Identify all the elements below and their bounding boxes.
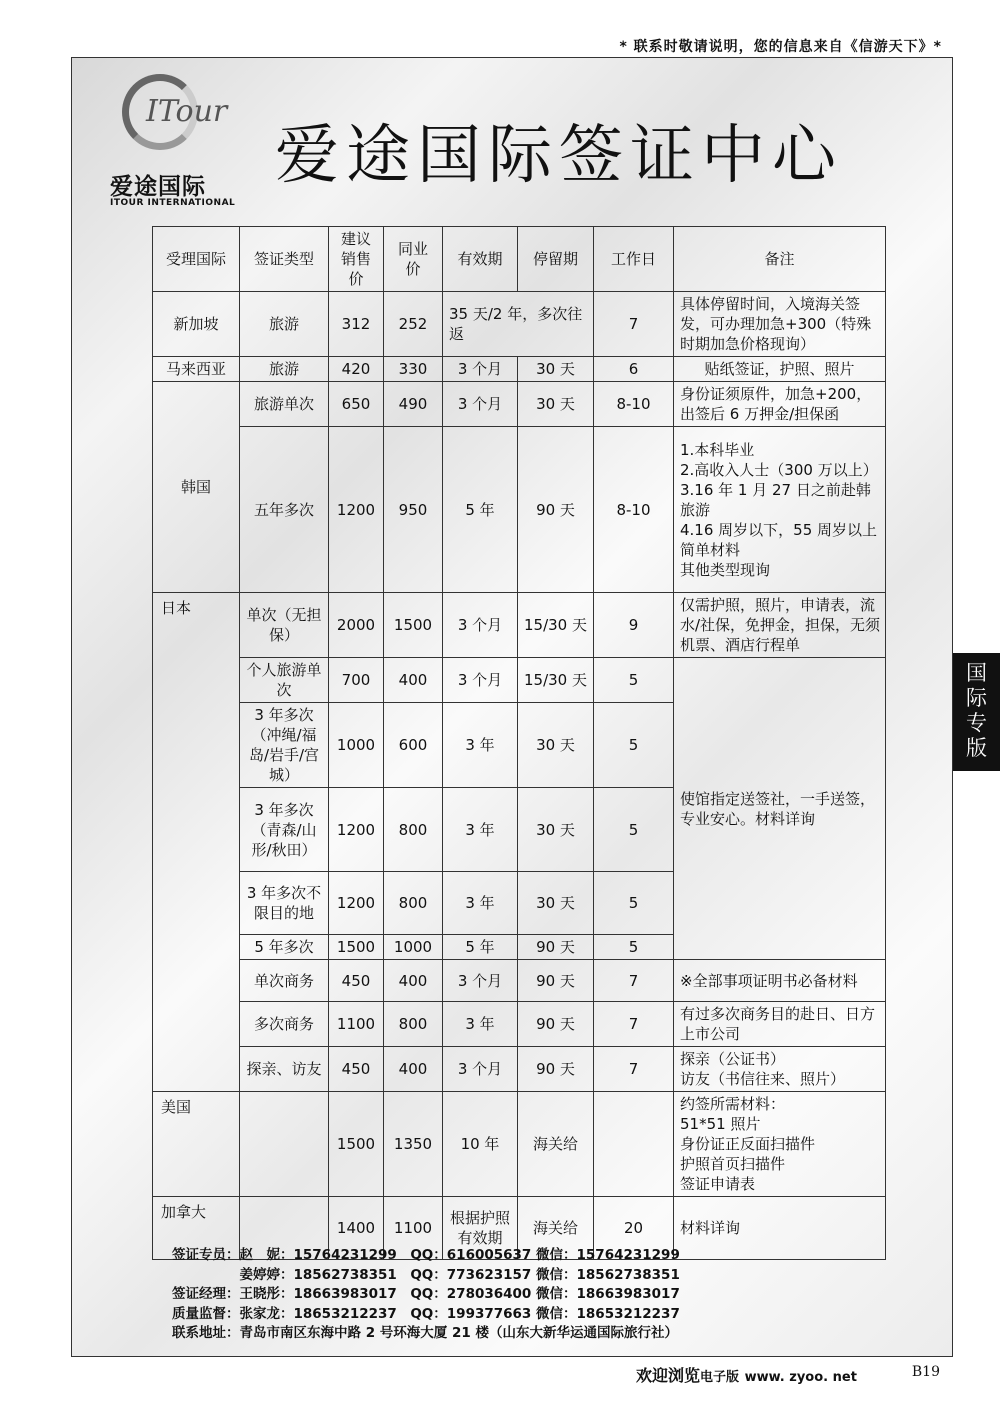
workdays-cell: 7: [594, 960, 674, 1002]
peer-price-cell: 400: [384, 658, 443, 703]
validity-cell: 3 个月: [443, 960, 518, 1002]
validity-cell: 3 年: [443, 872, 518, 935]
type-cell: 3 年多次不限目的地: [240, 872, 329, 935]
header-peer-price: 同业 价: [384, 227, 443, 292]
side-tab-label: 国 际 专 版: [966, 661, 987, 760]
note-cell: ※全部事项证明书必备材料: [674, 960, 886, 1002]
stay-cell: 海关给: [518, 1092, 594, 1197]
price-cell: 1500: [329, 1092, 384, 1197]
table-row: [153, 960, 886, 1002]
company-logo: [110, 74, 236, 214]
table-header-row: [153, 227, 886, 292]
note-cell: 贴纸签证，护照、照片: [674, 357, 886, 382]
visa-price-table: [152, 226, 886, 1260]
stay-cell: 30 天: [518, 357, 594, 382]
footer-site-link[interactable]: www. zyoo. net: [744, 1370, 857, 1385]
workdays-cell: 5: [594, 703, 674, 788]
validity-cell: 3 个月: [443, 382, 518, 427]
stay-cell: 海关给: [518, 1197, 594, 1260]
note-cell: 有过多次商务目的赴日、日方上市公司: [674, 1002, 886, 1047]
validity-cell: 35 天/2 年，多次往返: [443, 292, 594, 357]
logo-en: ITOUR INTERNATIONAL: [110, 198, 236, 208]
peer-price-cell: 1000: [384, 935, 443, 960]
note-cell: 具体停留时间，入境海关签发，可办理加急+300（特殊时期加急价格现询）: [674, 292, 886, 357]
workdays-cell: 8-10: [594, 427, 674, 593]
footer-suffix: 电子版: [700, 1370, 740, 1385]
table-row: [153, 1002, 886, 1047]
country-cell-korea: 韩国: [153, 382, 240, 593]
country-cell: 马来西亚: [153, 357, 240, 382]
price-cell: 1200: [329, 872, 384, 935]
type-cell: 旅游单次: [240, 382, 329, 427]
logo-mark: ITour: [146, 94, 228, 129]
table-row: [153, 1047, 886, 1092]
table-row: [153, 292, 886, 357]
contact-line: 签证经理：王晓彤：18663983017 QQ：278036400 微信：18663983017: [172, 1286, 680, 1302]
stay-cell: 90 天: [518, 427, 594, 593]
workdays-cell: 5: [594, 788, 674, 872]
type-cell: 旅游: [240, 292, 329, 357]
contact-address: 联系地址：青岛市南区东海中路 2 号环海大厦 21 楼（山东大新华运通国际旅行社）: [172, 1325, 678, 1341]
table-row: [153, 357, 886, 382]
peer-price-cell: 400: [384, 1047, 443, 1092]
footer-welcome-text: 欢迎浏览: [636, 1366, 701, 1385]
note-cell-embassy: 使馆指定送签社，一手送签，专业安心。材料详询: [674, 658, 886, 960]
price-cell: 450: [329, 960, 384, 1002]
peer-price-cell: 800: [384, 788, 443, 872]
stay-cell: 30 天: [518, 382, 594, 427]
validity-cell: 10 年: [443, 1092, 518, 1197]
validity-cell: 3 年: [443, 1002, 518, 1047]
price-cell: 1100: [329, 1002, 384, 1047]
price-cell: 1200: [329, 788, 384, 872]
stay-cell: 15/30 天: [518, 593, 594, 658]
stay-cell: 30 天: [518, 703, 594, 788]
price-cell: 1000: [329, 703, 384, 788]
country-cell-japan: 日本: [153, 593, 240, 1092]
contact-line: 签证专员：赵 妮：15764231299 QQ：616005637 微信：15764231299: [172, 1247, 680, 1263]
validity-cell: 5 年: [443, 427, 518, 593]
type-cell: 探亲、访友: [240, 1047, 329, 1092]
validity-cell: 3 年: [443, 703, 518, 788]
type-cell: 多次商务: [240, 1002, 329, 1047]
stay-cell: 90 天: [518, 1047, 594, 1092]
price-cell: 312: [329, 292, 384, 357]
table-row: [153, 1092, 886, 1197]
header-note: * 联系时敬请说明，您的信息来自《信游天下》*: [619, 39, 942, 55]
page-title: 爱途国际签证中心: [275, 119, 843, 193]
note-cell: 约签所需材料： 51*51 照片 身份证正反面扫描件 护照首页扫描件 签证申请表: [674, 1092, 886, 1197]
price-cell: 1400: [329, 1197, 384, 1260]
type-cell: 3 年多次（冲绳/福岛/岩手/宫城）: [240, 703, 329, 788]
workdays-cell: 9: [594, 593, 674, 658]
peer-price-cell: 400: [384, 960, 443, 1002]
stay-cell: 90 天: [518, 960, 594, 1002]
country-cell-usa: 美国: [153, 1092, 240, 1197]
stay-cell: 30 天: [518, 872, 594, 935]
workdays-cell: 5: [594, 658, 674, 703]
stay-cell: 30 天: [518, 788, 594, 872]
header-notes: 备注: [674, 227, 886, 292]
country-cell: 新加坡: [153, 292, 240, 357]
peer-price-cell: 252: [384, 292, 443, 357]
type-cell: 单次（无担保）: [240, 593, 329, 658]
note-cell: 探亲（公证书） 访友（书信往来、照片）: [674, 1047, 886, 1092]
workdays-cell: 20: [594, 1197, 674, 1260]
validity-cell: 根据护照有效期: [443, 1197, 518, 1260]
workdays-cell: 8-10: [594, 382, 674, 427]
type-cell: 旅游: [240, 357, 329, 382]
peer-price-cell: 330: [384, 357, 443, 382]
price-cell: 650: [329, 382, 384, 427]
note-cell: 身份证须原件，加急+200，出签后 6 万押金/担保函: [674, 382, 886, 427]
workdays-cell: 5: [594, 935, 674, 960]
validity-cell: 3 个月: [443, 1047, 518, 1092]
workdays-cell: 6: [594, 357, 674, 382]
workdays-cell: [594, 1092, 674, 1197]
table-row: [153, 658, 886, 703]
workdays-cell: 7: [594, 1002, 674, 1047]
workdays-cell: 7: [594, 292, 674, 357]
workdays-cell: 7: [594, 1047, 674, 1092]
contact-line: 姜婷婷：18562738351 QQ：773623157 微信：18562738351: [172, 1266, 680, 1283]
type-cell: [240, 1092, 329, 1197]
peer-price-cell: 950: [384, 427, 443, 593]
page-number: B19: [911, 1364, 940, 1380]
validity-cell: 3 个月: [443, 593, 518, 658]
price-cell: 420: [329, 357, 384, 382]
peer-price-cell: 490: [384, 382, 443, 427]
peer-price-cell: 1100: [384, 1197, 443, 1260]
peer-price-cell: 800: [384, 1002, 443, 1047]
workdays-cell: 5: [594, 872, 674, 935]
type-cell: 单次商务: [240, 960, 329, 1002]
type-cell: 5 年多次: [240, 935, 329, 960]
header-validity: 有效期: [443, 227, 518, 292]
price-cell: 1500: [329, 935, 384, 960]
contact-line: 质量监督：张家龙：18653212237 QQ：199377663 微信：18653212237: [172, 1305, 680, 1322]
stay-cell: 15/30 天: [518, 658, 594, 703]
peer-price-cell: 600: [384, 703, 443, 788]
price-cell: 700: [329, 658, 384, 703]
peer-price-cell: 800: [384, 872, 443, 935]
stay-cell: 90 天: [518, 1002, 594, 1047]
validity-cell: 3 个月: [443, 357, 518, 382]
note-cell: 1.本科毕业 2.高收入人士（300 万以上） 3.16 年 1 月 27 日之前赴韩旅游 4.16 周岁以下，55 周岁以上 简单材料 其他类型现询: [674, 427, 886, 593]
note-cell: 材料详询: [674, 1197, 886, 1260]
stay-cell: 90 天: [518, 935, 594, 960]
price-cell: 2000: [329, 593, 384, 658]
table-row: [153, 382, 886, 427]
table-row: [153, 427, 886, 593]
header-workdays: 工作日: [594, 227, 674, 292]
type-cell: 五年多次: [240, 427, 329, 593]
type-cell: 个人旅游单次: [240, 658, 329, 703]
logo-cn: 爱途国际: [110, 174, 206, 200]
header-country: 受理国际: [153, 227, 240, 292]
header-price: 建议 销售 价: [329, 227, 384, 292]
header-stay: 停留期: [518, 227, 594, 292]
side-tab: [953, 653, 1000, 771]
note-cell: 仅需护照，照片，申请表，流水/社保，免押金，担保，无须机票、酒店行程单: [674, 593, 886, 658]
price-cell: 450: [329, 1047, 384, 1092]
validity-cell: 5 年: [443, 935, 518, 960]
validity-cell: 3 个月: [443, 658, 518, 703]
price-cell: 1200: [329, 427, 384, 593]
type-cell: 3 年多次（青森/山形/秋田）: [240, 788, 329, 872]
validity-cell: 3 年: [443, 788, 518, 872]
header-type: 签证类型: [240, 227, 329, 292]
table-row: [153, 593, 886, 658]
footer-welcome: [636, 1363, 857, 1386]
peer-price-cell: 1500: [384, 593, 443, 658]
contact-block: [172, 1246, 680, 1344]
peer-price-cell: 1350: [384, 1092, 443, 1197]
country-cell-canada: 加拿大: [153, 1197, 240, 1260]
